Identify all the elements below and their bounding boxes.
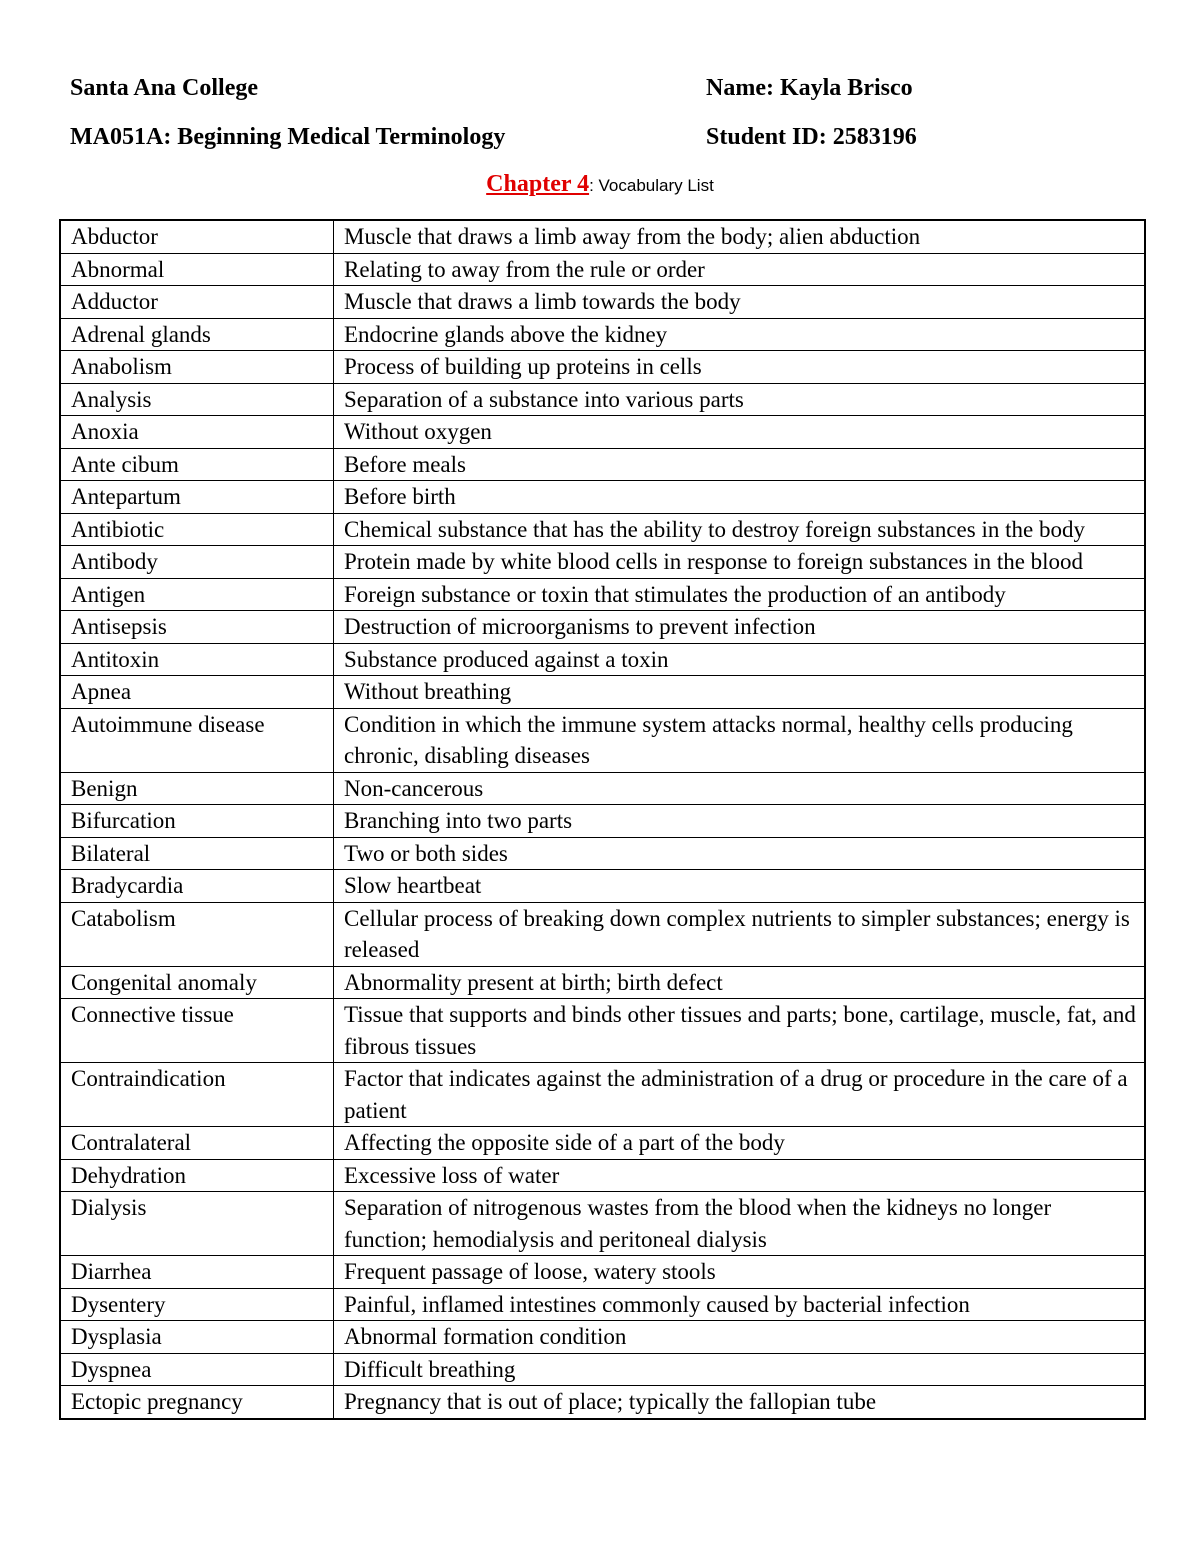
vocab-term: Antibody bbox=[60, 546, 334, 579]
table-row bbox=[60, 902, 1145, 966]
table-row bbox=[60, 416, 1145, 449]
vocab-term: Apnea bbox=[60, 676, 334, 709]
vocab-term: Bilateral bbox=[60, 837, 334, 870]
vocab-term: Diarrhea bbox=[60, 1256, 334, 1289]
table-row bbox=[60, 1127, 1145, 1160]
table-row bbox=[60, 578, 1145, 611]
table-row bbox=[60, 220, 1145, 253]
vocab-definition: Destruction of microorganisms to prevent infection bbox=[334, 611, 1146, 644]
vocabulary-table-body bbox=[60, 220, 1145, 1419]
college-name: Santa Ana College bbox=[70, 75, 259, 101]
vocab-definition: Cellular process of breaking down complex nutrients to simpler substances; energy is released bbox=[334, 902, 1146, 966]
vocab-definition: Relating to away from the rule or order bbox=[334, 253, 1146, 286]
table-row bbox=[60, 1063, 1145, 1127]
table-row bbox=[60, 318, 1145, 351]
table-row bbox=[60, 1353, 1145, 1386]
table-row bbox=[60, 1288, 1145, 1321]
table-row bbox=[60, 805, 1145, 838]
vocab-term: Dehydration bbox=[60, 1159, 334, 1192]
vocab-term: Antibiotic bbox=[60, 513, 334, 546]
vocab-definition: Without breathing bbox=[334, 676, 1146, 709]
vocab-term: Analysis bbox=[60, 383, 334, 416]
student-name: Name: Kayla Brisco bbox=[706, 75, 913, 101]
vocab-definition: Without oxygen bbox=[334, 416, 1146, 449]
table-row bbox=[60, 999, 1145, 1063]
table-row bbox=[60, 513, 1145, 546]
course-title: MA051A: Beginning Medical Terminology bbox=[70, 124, 506, 150]
table-row bbox=[60, 837, 1145, 870]
vocab-term: Contraindication bbox=[60, 1063, 334, 1127]
vocab-term: Contralateral bbox=[60, 1127, 334, 1160]
vocab-term: Connective tissue bbox=[60, 999, 334, 1063]
chapter-subtitle: : Vocabulary List bbox=[589, 176, 714, 195]
vocab-term: Bifurcation bbox=[60, 805, 334, 838]
vocab-definition: Affecting the opposite side of a part of the body bbox=[334, 1127, 1146, 1160]
table-row bbox=[60, 351, 1145, 384]
vocab-term: Antigen bbox=[60, 578, 334, 611]
vocab-term: Dysentery bbox=[60, 1288, 334, 1321]
vocab-definition: Protein made by white blood cells in response to foreign substances in the blood bbox=[334, 546, 1146, 579]
table-row bbox=[60, 448, 1145, 481]
table-row bbox=[60, 643, 1145, 676]
vocab-definition: Slow heartbeat bbox=[334, 870, 1146, 903]
vocab-term: Abductor bbox=[60, 220, 334, 253]
table-row bbox=[60, 1192, 1145, 1256]
vocab-definition: Two or both sides bbox=[334, 837, 1146, 870]
vocab-term: Bradycardia bbox=[60, 870, 334, 903]
table-row bbox=[60, 676, 1145, 709]
vocab-term: Adductor bbox=[60, 286, 334, 319]
table-row bbox=[60, 870, 1145, 903]
vocab-term: Dysplasia bbox=[60, 1321, 334, 1354]
vocab-definition: Painful, inflamed intestines commonly caused by bacterial infection bbox=[334, 1288, 1146, 1321]
table-row bbox=[60, 708, 1145, 772]
vocab-definition: Tissue that supports and binds other tissues and parts; bone, cartilage, muscle, fat, and fibrous tissues bbox=[334, 999, 1146, 1063]
vocab-definition: Abnormality present at birth; birth defect bbox=[334, 966, 1146, 999]
vocab-term: Abnormal bbox=[60, 253, 334, 286]
table-row bbox=[60, 286, 1145, 319]
table-row bbox=[60, 253, 1145, 286]
vocab-definition: Branching into two parts bbox=[334, 805, 1146, 838]
vocab-term: Congenital anomaly bbox=[60, 966, 334, 999]
vocab-definition: Foreign substance or toxin that stimulates the production of an antibody bbox=[334, 578, 1146, 611]
vocab-definition: Substance produced against a toxin bbox=[334, 643, 1146, 676]
vocab-definition: Muscle that draws a limb towards the body bbox=[334, 286, 1146, 319]
student-id: Student ID: 2583196 bbox=[706, 124, 917, 150]
vocab-term: Dyspnea bbox=[60, 1353, 334, 1386]
vocab-term: Anabolism bbox=[60, 351, 334, 384]
vocab-definition: Muscle that draws a limb away from the body; alien abduction bbox=[334, 220, 1146, 253]
table-row bbox=[60, 772, 1145, 805]
vocab-definition: Separation of nitrogenous wastes from the blood when the kidneys no longer function; hemodialysis and peritoneal dialysis bbox=[334, 1192, 1146, 1256]
vocab-term: Ante cibum bbox=[60, 448, 334, 481]
vocab-term: Autoimmune disease bbox=[60, 708, 334, 772]
vocab-definition: Before meals bbox=[334, 448, 1146, 481]
vocab-term: Antisepsis bbox=[60, 611, 334, 644]
vocab-term: Antitoxin bbox=[60, 643, 334, 676]
vocab-definition: Factor that indicates against the administration of a drug or procedure in the care of a patient bbox=[334, 1063, 1146, 1127]
vocab-term: Adrenal glands bbox=[60, 318, 334, 351]
chapter-label: Chapter 4 bbox=[486, 171, 590, 197]
table-row bbox=[60, 966, 1145, 999]
table-row bbox=[60, 481, 1145, 514]
table-row bbox=[60, 546, 1145, 579]
vocab-term: Benign bbox=[60, 772, 334, 805]
table-row bbox=[60, 1321, 1145, 1354]
vocab-definition: Difficult breathing bbox=[334, 1353, 1146, 1386]
vocab-term: Catabolism bbox=[60, 902, 334, 966]
vocab-term: Dialysis bbox=[60, 1192, 334, 1256]
vocab-term: Ectopic pregnancy bbox=[60, 1386, 334, 1419]
vocab-definition: Chemical substance that has the ability to destroy foreign substances in the body bbox=[334, 513, 1146, 546]
vocabulary-table bbox=[59, 219, 1146, 1420]
vocab-definition: Before birth bbox=[334, 481, 1146, 514]
vocab-definition: Non-cancerous bbox=[334, 772, 1146, 805]
table-row bbox=[60, 383, 1145, 416]
vocab-term: Antepartum bbox=[60, 481, 334, 514]
vocab-definition: Frequent passage of loose, watery stools bbox=[334, 1256, 1146, 1289]
table-row bbox=[60, 1386, 1145, 1419]
vocab-definition: Excessive loss of water bbox=[334, 1159, 1146, 1192]
table-row bbox=[60, 611, 1145, 644]
table-row bbox=[60, 1256, 1145, 1289]
vocab-definition: Endocrine glands above the kidney bbox=[334, 318, 1146, 351]
vocab-definition: Pregnancy that is out of place; typically the fallopian tube bbox=[334, 1386, 1146, 1419]
vocab-definition: Condition in which the immune system attacks normal, healthy cells producing chronic, disabling diseases bbox=[334, 708, 1146, 772]
vocab-term: Anoxia bbox=[60, 416, 334, 449]
table-row bbox=[60, 1159, 1145, 1192]
vocab-definition: Abnormal formation condition bbox=[334, 1321, 1146, 1354]
vocab-definition: Process of building up proteins in cells bbox=[334, 351, 1146, 384]
vocab-definition: Separation of a substance into various parts bbox=[334, 383, 1146, 416]
chapter-heading bbox=[0, 171, 1200, 198]
